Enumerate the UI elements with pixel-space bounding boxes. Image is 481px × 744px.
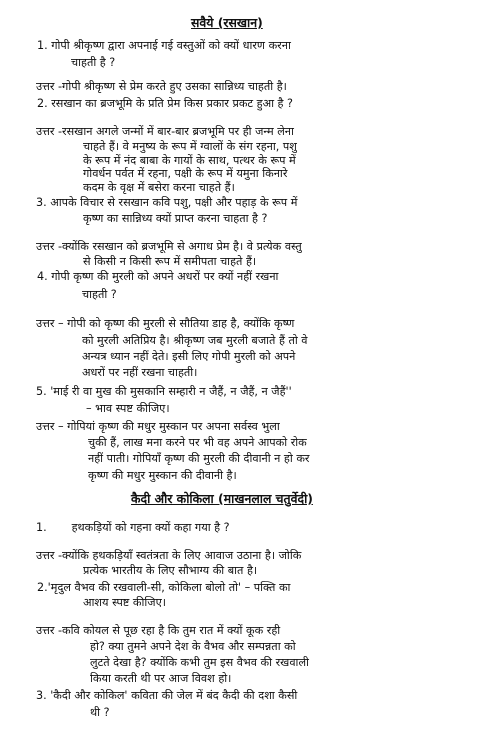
question-3: 3. आपके विचार से रसखान कवि पशु, पक्षी और पहाड़ के रूप में — [36, 196, 298, 209]
question-4-cont: चाहती ? — [82, 288, 117, 301]
question-5-cont: – भाव स्पष्ट कीजिए। — [86, 402, 170, 415]
question-7-cont: आशय स्पष्ट कीजिए। — [83, 596, 166, 609]
question-5: 5. 'माई री वा मुख की मुसकानि सम्हारी न जैहैं, न जैहैं, न जैहैं'' — [36, 385, 292, 398]
answer-4-cont: अधरों पर नहीं रखना चाहती। — [82, 366, 198, 379]
answer-6: उत्तर -क्योंकि हथकड़ियाँ स्वतंत्रता के लिए आवाज उठाना है। जोकि — [36, 549, 302, 562]
section-heading-savaiye: सवैये (रसखान) — [191, 15, 263, 30]
answer-5: उत्तर – गोपियां कृष्ण की मधुर मुस्कान पर अपना सर्वस्व भुला — [36, 420, 280, 433]
answer-3-cont: से किसी न किसी रूप में समीपता चाहते हैं। — [83, 255, 257, 268]
answer-3: उत्तर -क्योंकि रसखान को ब्रजभूमि से अगाध प्रेम है। वे प्रत्येक वस्तु — [36, 240, 302, 253]
answer-1: उत्तर -गोपी श्रीकृष्ण से प्रेम करते हुए उसका सान्निध्य चाहती है। — [36, 80, 287, 93]
question-1: 1. गोपी श्रीकृष्ण द्वारा अपनाई गई वस्तुओं को क्यों धारण करना — [37, 39, 291, 52]
answer-2-cont: गोवर्धन पर्वत में रहना, पक्षी के रूप में यमुना किनारे — [83, 167, 288, 180]
question-8: 3. 'कैदी और कोकिल' कविता की जेल में बंद कैदी की दशा कैसी — [36, 689, 298, 702]
answer-4: उत्तर – गोपी को कृष्ण की मुरली से सौतिया डाह है, क्योंकि कृष्ण — [36, 317, 295, 330]
answer-7-cont: किया करती थी पर आज विवश हो। — [90, 672, 232, 685]
question-2: 2. रसखान का ब्रजभूमि के प्रति प्रेम किस प्रकार प्रकट हुआ है ? — [37, 97, 293, 110]
answer-7-cont: लुटते देखा है? क्योंकि कभी तुम इस वैभव की रखवाली — [90, 656, 309, 669]
answer-4-cont: अन्यत्र ध्यान नहीं देते। इसी लिए गोपी मुरली को अपने — [82, 350, 296, 363]
answer-2-cont: कदम के वृक्ष में बसेरा करना चाहते हैं। — [83, 181, 235, 194]
answer-7-cont: हो? क्या तुमने अपने देश के वैभव और सम्पन्नता को — [90, 640, 296, 653]
question-7: 2.'मृदुल वैभव की रखवाली-सी, कोकिला बोलो तो' – पक्ति का — [37, 581, 291, 594]
question-4: 4. गोपी कृष्ण की मुरली को अपने अधरों पर क्यों नहीं रखना — [37, 270, 279, 283]
answer-2-cont: चाहते हैं। वे मनुष्य के रूप में ग्वालों के संग रहना, पशु — [83, 140, 297, 153]
answer-5-cont: कृष्ण की मधुर मुस्कान की दीवानी है। — [88, 469, 237, 482]
answer-4-cont: को मुरली अतिप्रिय है। श्रीकृष्ण जब मुरली बजाते हैं तो वे — [82, 334, 308, 347]
answer-7: उत्तर -कवि कोयल से पूछ रहा है कि तुम रात में क्यों कूक रही — [36, 624, 281, 637]
answer-5-cont: चुकी हैं, लाख मना करने पर भी वह अपने आपको रोक — [88, 436, 307, 449]
answer-5-cont: नहीं पाती। गोपियाँ कृष्ण की मुरली की दीवानी न हो कर — [88, 452, 310, 465]
answer-2: उत्तर -रसखान अगले जन्मों में बार-बार ब्रजभूमि पर ही जन्म लेना — [36, 125, 294, 138]
question-1-cont: चाहती है ? — [71, 56, 116, 69]
answer-6-cont: प्रत्येक भारतीय के लिए सौभाग्य की बात है। — [83, 564, 258, 577]
answer-2-cont: के रूप में नंद बाबा के गायों के साथ, पत्थर के रूप में — [83, 154, 296, 167]
question-6: 1. हथकड़ियों को गहना क्यों कहा गया है ? — [36, 521, 230, 534]
section-heading-kaidi-aur-kokila: कैदी और कोकिला (माखनलाल चतुर्वेदी) — [131, 491, 313, 506]
question-3-cont: कृष्ण का सान्निध्य क्यों प्राप्त करना चाहता है ? — [83, 212, 268, 225]
question-8-cont: थी ? — [90, 706, 110, 719]
